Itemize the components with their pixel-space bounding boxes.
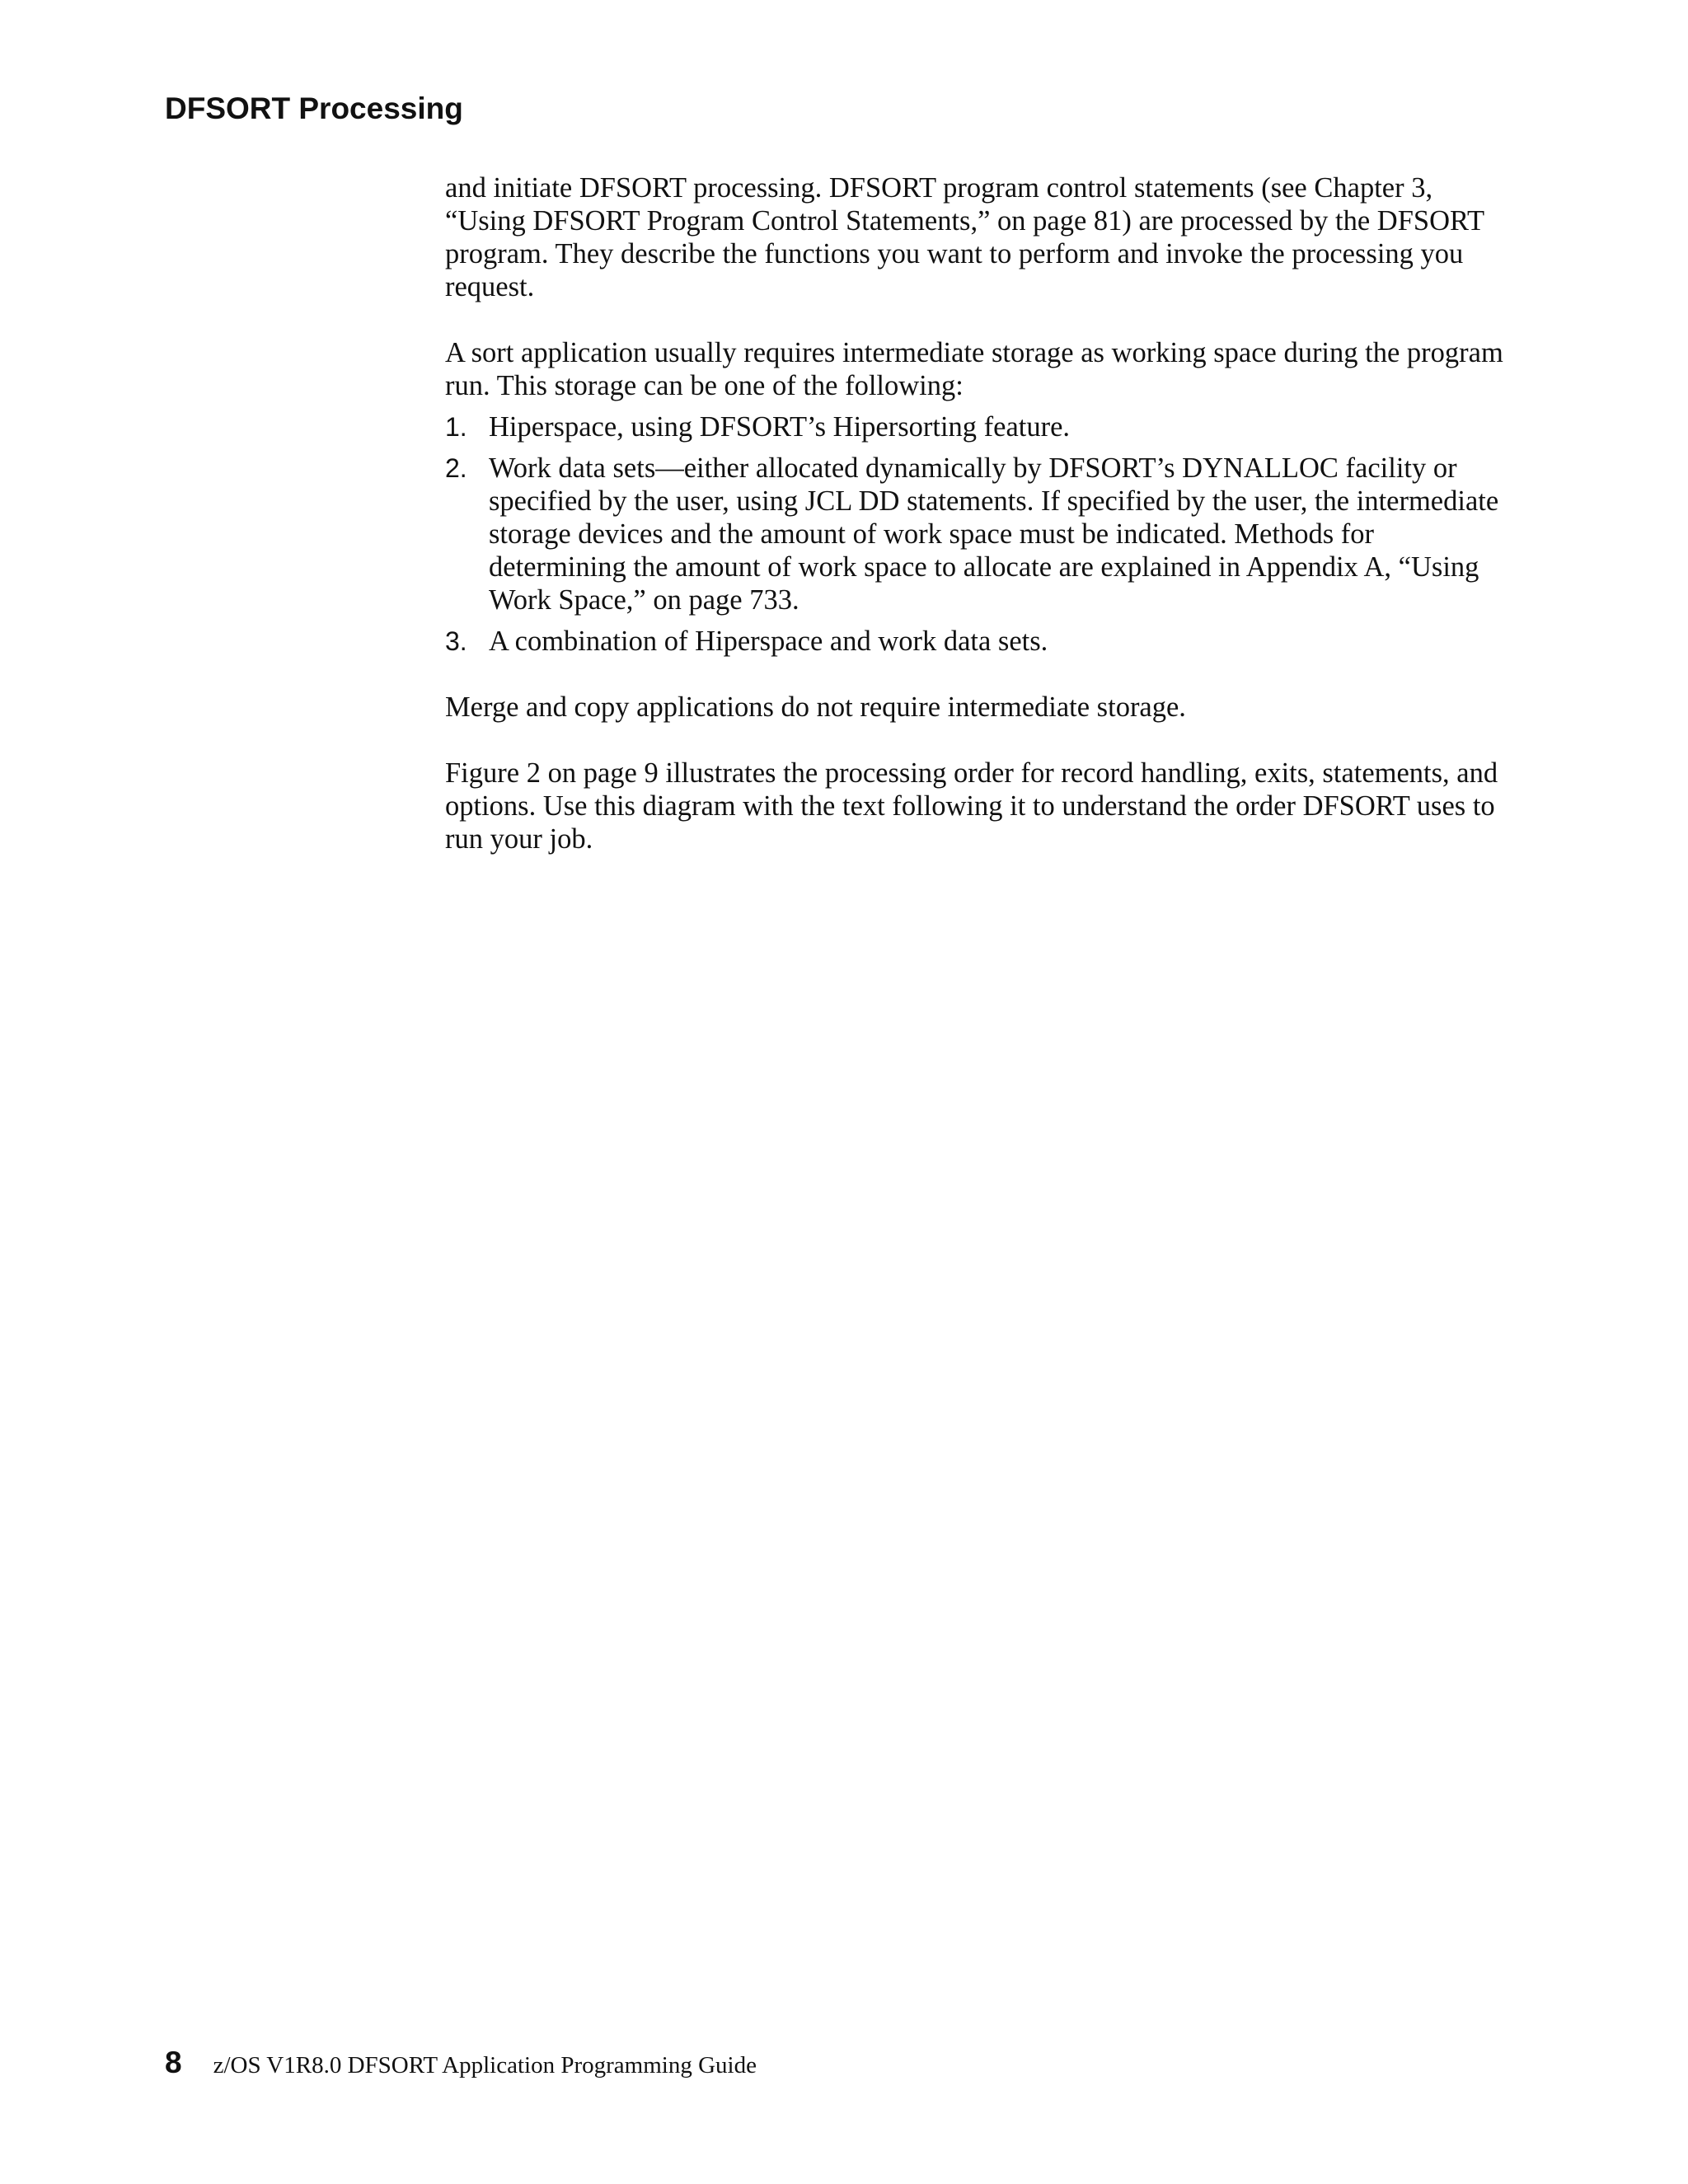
list-item-text: Hiperspace, using DFSORT’s Hipersorting feature. xyxy=(489,411,1071,443)
page-number: 8 xyxy=(165,2046,182,2079)
list-item xyxy=(445,452,1508,616)
paragraph-figure-reference: Figure 2 on page 9 illustrates the processing order for record handling, exits, statements, and options. Use this diagram with the text following it to understand the order DFSORT uses to run your job. xyxy=(445,757,1498,855)
list-item-text: A combination of Hiperspace and work data sets. xyxy=(489,626,1048,657)
running-head: DFSORT Processing xyxy=(165,91,463,125)
list-item xyxy=(445,625,1508,658)
paragraph-intro: and initiate DFSORT processing. DFSORT program control statements (see Chapter 3, “Using DFSORT Program Control Statements,” on page 81) are processed by the DFSORT program. They describe the functions you want to perform and invoke the processing you request. xyxy=(445,172,1484,302)
paragraph-storage: A sort application usually requires intermediate storage as working space during the program run. This storage can be one of the following: xyxy=(445,337,1503,401)
page-footer xyxy=(165,2046,757,2080)
book-title: z/OS V1R8.0 DFSORT Application Programming Guide xyxy=(213,2052,757,2079)
paragraph-merge-copy: Merge and copy applications do not require intermediate storage. xyxy=(445,691,1186,723)
storage-options-list xyxy=(445,410,1508,658)
list-item-text: Work data sets—either allocated dynamically by DFSORT’s DYNALLOC facility or specified by the user, using JCL DD statements. If specified by the user, the intermediate storage devices and the amount of work space must be indicated. Methods for determining the amount of work space to allocate are explained in Appendix A, “Using Work Space,” on page 733. xyxy=(489,452,1499,616)
list-item-number: 2. xyxy=(445,453,467,483)
list-item xyxy=(445,410,1508,443)
body-text xyxy=(445,171,1508,888)
list-item-number: 3. xyxy=(445,626,467,656)
list-item-number: 1. xyxy=(445,412,467,442)
